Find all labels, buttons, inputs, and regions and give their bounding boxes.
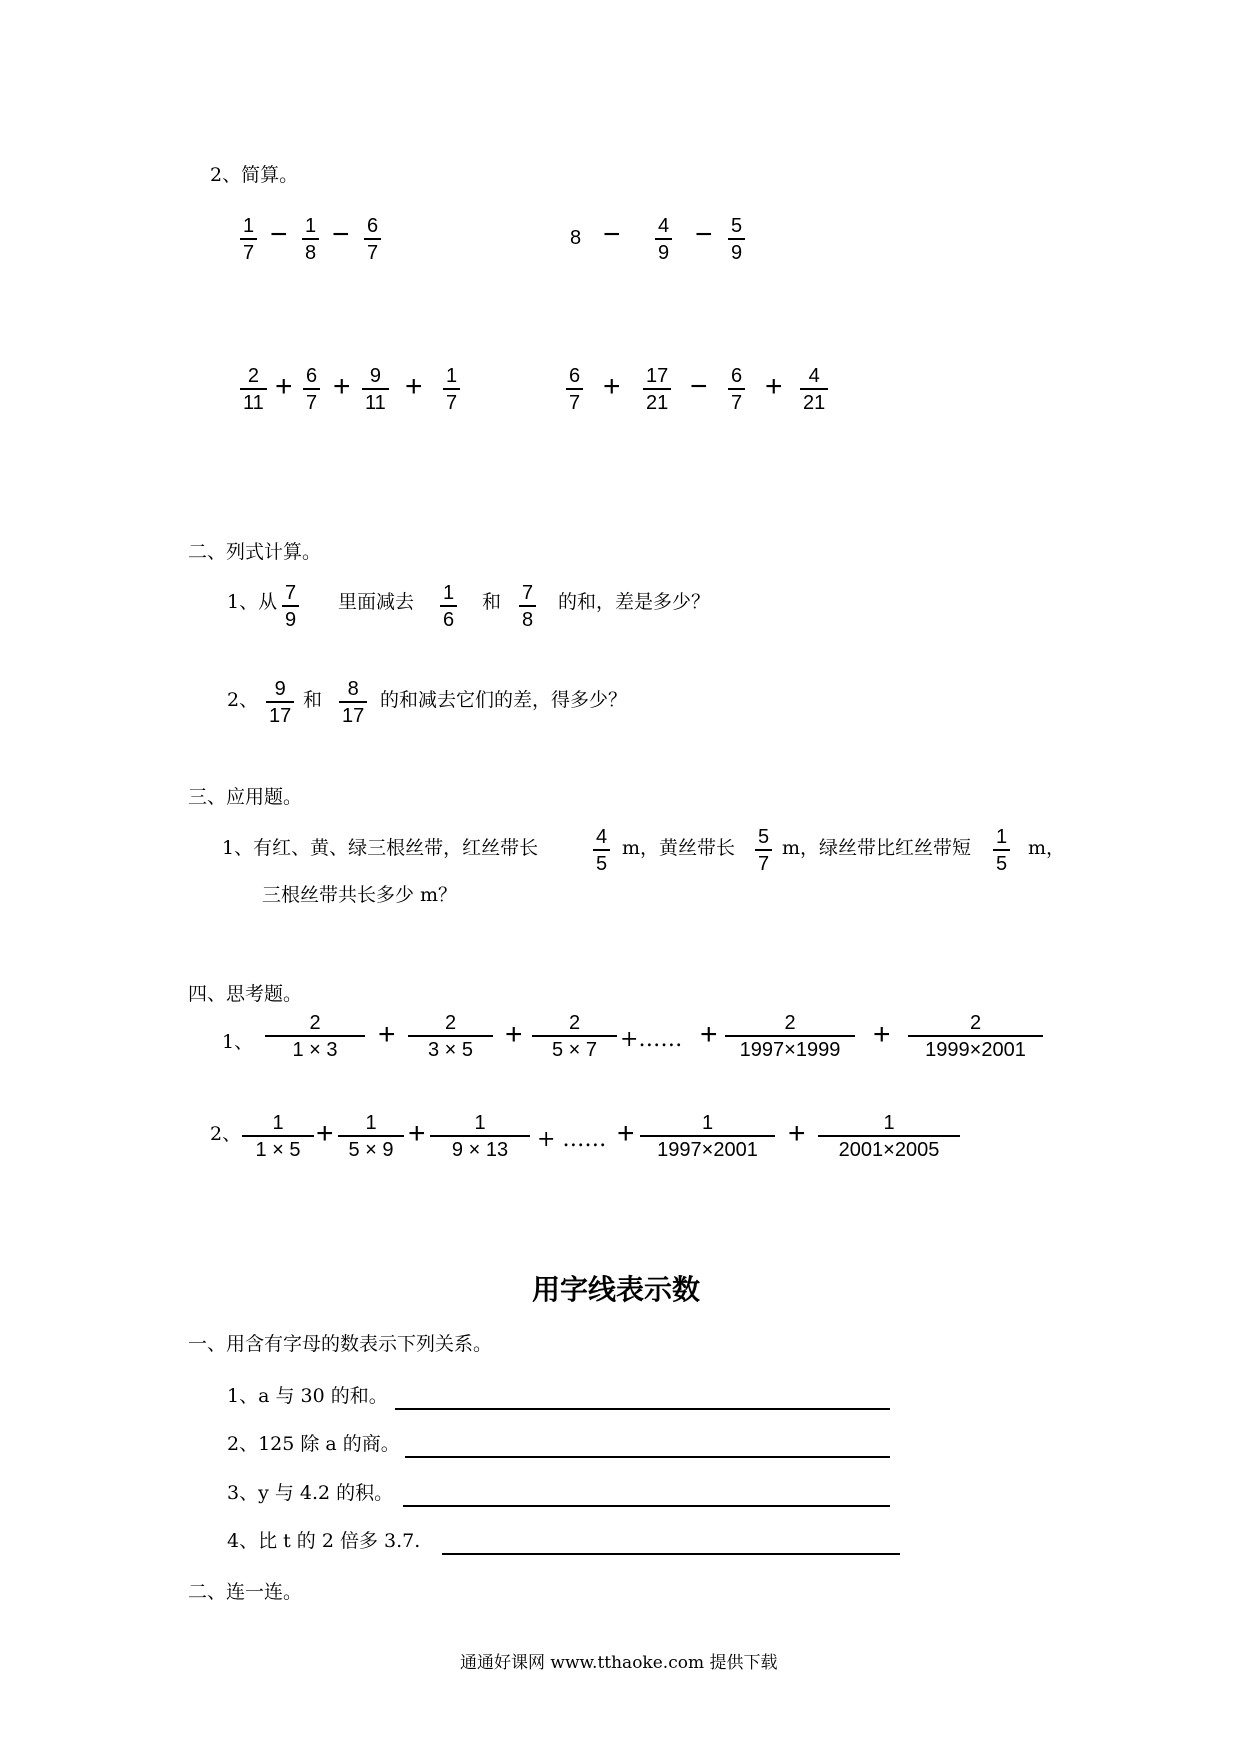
question-text: 2、	[227, 689, 259, 711]
list-item: 1、a 与 30 的和。	[227, 1385, 388, 1407]
numerator: 1	[443, 582, 455, 604]
whole-number: 8	[570, 227, 582, 249]
denominator: 7	[731, 392, 743, 414]
denominator: 1997×2001	[657, 1139, 758, 1161]
numerator: 2	[568, 1012, 581, 1034]
question-text: 的和减去它们的差，得多少？	[380, 689, 628, 711]
list-item: 3、y 与 4.2 的积。	[227, 1482, 394, 1504]
operator: +	[617, 1117, 635, 1150]
denominator: 7	[446, 392, 458, 414]
fraction	[282, 582, 299, 631]
fraction	[430, 1112, 530, 1161]
numerator: 5	[758, 826, 770, 848]
fraction	[408, 1012, 493, 1061]
question-text: 1、有红、黄、绿三根丝带，红丝带长	[222, 837, 539, 859]
denominator: 3 × 5	[427, 1039, 474, 1061]
numerator: 4	[808, 365, 820, 387]
numerator: 2	[444, 1012, 457, 1034]
operator: +	[333, 370, 351, 403]
fraction	[818, 1112, 960, 1161]
numerator: 6	[569, 365, 581, 387]
numerator: 1	[305, 215, 317, 237]
numerator: 4	[596, 826, 608, 848]
question-text: m，	[1028, 837, 1066, 859]
fraction	[362, 365, 389, 414]
numerator: 4	[658, 215, 670, 237]
fraction	[728, 365, 745, 414]
fraction	[519, 582, 536, 631]
denominator: 2001×2005	[838, 1139, 940, 1161]
section-heading-simplify: 2、简算。	[210, 164, 299, 186]
numerator: 1	[446, 365, 458, 387]
denominator: 7	[367, 242, 379, 264]
answer-blank[interactable]	[395, 1408, 890, 1410]
numerator: 2	[969, 1012, 982, 1034]
numerator: 1	[243, 215, 255, 237]
numerator: 2	[309, 1012, 321, 1034]
denominator: 9	[285, 609, 297, 631]
question-text: 和	[303, 689, 323, 711]
fraction	[240, 365, 267, 414]
answer-blank[interactable]	[405, 1456, 890, 1458]
fraction	[593, 826, 610, 875]
denominator: 1999×2001	[925, 1039, 1026, 1061]
fraction	[364, 215, 381, 264]
fraction	[993, 826, 1010, 875]
numerator: 1	[474, 1112, 486, 1134]
operator: −	[695, 218, 713, 251]
denominator: 1 × 5	[255, 1139, 301, 1161]
ellipsis: +……	[620, 1027, 683, 1052]
numerator: 7	[285, 582, 297, 604]
denominator: 8	[305, 242, 317, 264]
question-text: 的和，差是多少？	[558, 591, 711, 613]
fraction	[302, 215, 319, 264]
operator: −	[270, 218, 288, 251]
operator: +	[873, 1018, 891, 1051]
fraction	[643, 365, 671, 414]
numerator: 9	[369, 365, 381, 387]
numerator: 8	[347, 678, 359, 700]
question-number: 2、	[210, 1123, 242, 1145]
numerator: 2	[247, 365, 259, 387]
fraction	[266, 678, 294, 727]
question-number: 1、	[222, 1031, 254, 1053]
operator: +	[316, 1117, 334, 1150]
denominator: 9 × 13	[451, 1139, 509, 1161]
operator: +	[275, 370, 293, 403]
denominator: 7	[569, 392, 581, 414]
numerator: 1	[996, 826, 1008, 848]
operator: +	[603, 370, 621, 403]
denominator: 7	[243, 242, 255, 264]
denominator: 17	[342, 705, 365, 727]
denominator: 21	[646, 392, 669, 414]
fraction	[755, 826, 772, 875]
numerator: 2	[784, 1012, 796, 1034]
fraction	[242, 1112, 314, 1161]
fraction	[265, 1012, 365, 1061]
fraction	[440, 582, 457, 631]
denominator: 7	[306, 392, 318, 414]
question-text: m，绿丝带比红丝带短	[782, 837, 972, 859]
fraction	[640, 1112, 775, 1161]
section-heading-application: 三、应用题。	[188, 786, 303, 808]
question-text: 三根丝带共长多少 m？	[262, 884, 458, 906]
operator: +	[700, 1018, 718, 1051]
answer-blank[interactable]	[442, 1553, 900, 1555]
fraction	[339, 678, 367, 727]
operator: +	[405, 370, 423, 403]
numerator: 1	[365, 1112, 377, 1134]
fraction	[303, 365, 320, 414]
numerator: 1	[883, 1112, 895, 1134]
denominator: 9	[731, 242, 743, 264]
fraction	[532, 1012, 617, 1061]
operator: +	[788, 1117, 806, 1150]
denominator: 5	[596, 853, 608, 875]
section-heading-thinking: 四、思考题。	[188, 983, 303, 1005]
numerator: 1	[272, 1112, 284, 1134]
numerator: 1	[701, 1112, 714, 1134]
section-heading-expression: 二、列式计算。	[188, 541, 322, 563]
denominator: 1 × 3	[292, 1039, 338, 1061]
numerator: 17	[646, 365, 669, 387]
fraction	[800, 365, 828, 414]
denominator: 9	[658, 242, 670, 264]
fraction	[728, 215, 745, 264]
fraction	[725, 1012, 855, 1061]
question-text: 里面减去	[338, 591, 415, 613]
list-item: 4、比 t 的 2 倍多 3.7.	[227, 1530, 421, 1552]
fraction	[566, 365, 583, 414]
denominator: 6	[443, 609, 455, 631]
fraction	[655, 215, 672, 264]
fraction	[908, 1012, 1043, 1061]
numerator: 7	[522, 582, 534, 604]
denominator: 21	[803, 392, 826, 414]
question-text: m，黄丝带长	[622, 837, 736, 859]
question-text: 和	[482, 591, 502, 613]
fraction	[338, 1112, 404, 1161]
section-heading-connect: 二、连一连。	[188, 1581, 303, 1603]
fraction	[443, 365, 460, 414]
denominator: 7	[758, 853, 770, 875]
numerator: 6	[306, 365, 318, 387]
denominator: 1997×1999	[739, 1039, 841, 1061]
operator: +	[378, 1018, 396, 1051]
operator: −	[332, 218, 350, 251]
operator: −	[603, 218, 621, 251]
denominator: 5 × 9	[348, 1139, 394, 1161]
denominator: 5 × 7	[551, 1039, 598, 1061]
numerator: 9	[274, 678, 286, 700]
operator: +	[408, 1117, 426, 1150]
denominator: 11	[365, 392, 386, 414]
numerator: 5	[731, 215, 743, 237]
denominator: 17	[269, 705, 292, 727]
page-title: 用字线表示数	[532, 1273, 701, 1306]
footer-text: 通通好课网 www.tthaoke.com 提供下载	[460, 1653, 778, 1673]
numerator: 6	[367, 215, 379, 237]
question-text: 1、从	[227, 591, 278, 613]
operator: −	[690, 370, 708, 403]
denominator: 5	[996, 853, 1008, 875]
fraction	[240, 215, 257, 264]
operator: +	[765, 370, 783, 403]
answer-blank[interactable]	[403, 1505, 890, 1507]
numerator: 6	[731, 365, 743, 387]
ellipsis: + ……	[537, 1127, 607, 1152]
operator: +	[505, 1018, 523, 1051]
denominator: 8	[522, 609, 534, 631]
denominator: 11	[243, 392, 264, 414]
list-item: 2、125 除 a 的商。	[227, 1433, 400, 1455]
section-heading-letters: 一、用含有字母的数表示下列关系。	[188, 1333, 493, 1355]
